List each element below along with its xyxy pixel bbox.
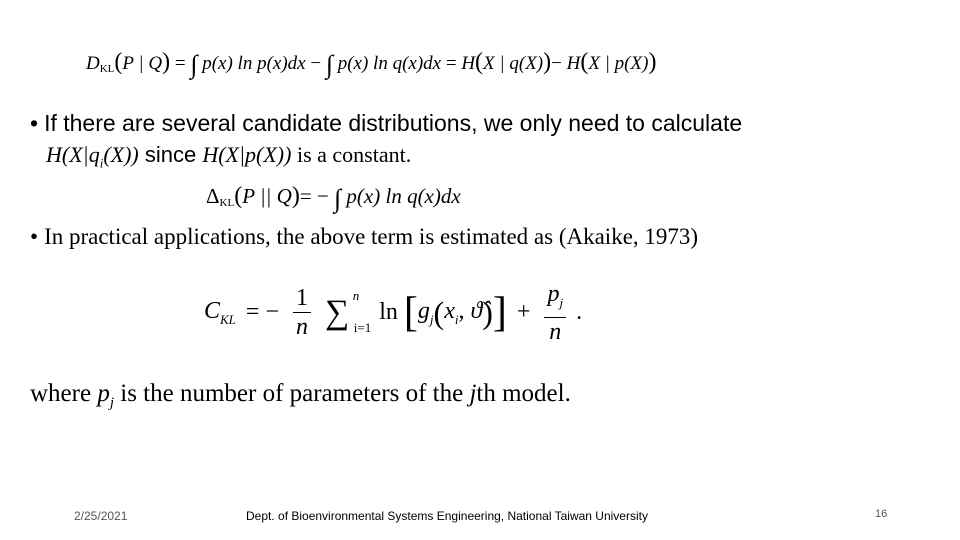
ckl-x: x	[444, 298, 455, 324]
eq-h1: H	[461, 53, 476, 74]
eq-term1: p(x) ln p(x)dx	[202, 53, 306, 74]
integral-symbol-3: ∫	[334, 184, 342, 213]
frac2-num-sub: j	[559, 294, 564, 310]
delta-args: P || Q	[242, 184, 292, 208]
delta-kl-equation: $\Delta_{KL}(P$ || Q)= − ∫ p(x) ln q(x)dx	[206, 183, 461, 213]
bullet-2-text: In practical applications, the above term is estimated as (Akaike, 1973)	[44, 224, 699, 249]
footer-department: Dept. of Bioenvironmental Systems Engineering, National Taiwan University	[246, 509, 648, 523]
integral-symbol-2: ∫	[325, 50, 333, 79]
bullet-1-h-p: H(X|p(X))	[202, 142, 292, 167]
where-p-sub: j	[109, 395, 114, 411]
eq-h2: H	[566, 53, 581, 74]
delta-eq: = −	[299, 184, 329, 208]
ckl-equation	[204, 280, 582, 350]
ckl-plus: +	[516, 299, 531, 326]
where-b: is the number of parameters of the	[114, 380, 470, 407]
left-bracket: [	[403, 289, 418, 336]
eq-d-symbol: D	[86, 53, 100, 74]
sum-symbol: ∑ n i=1	[325, 287, 372, 335]
eq-minus: −	[310, 53, 322, 74]
delta-symbol: Δ	[206, 184, 220, 208]
bullet-1-h-q: H(X|q	[46, 142, 100, 167]
slide-number: 16	[875, 508, 888, 520]
bullet-1-since: since	[138, 142, 203, 167]
eq-equals: =	[174, 53, 186, 74]
ckl-eq: = −	[245, 299, 279, 326]
delta-term: p(x) ln q(x)dx	[346, 184, 461, 208]
eq-minus-2: −	[551, 53, 562, 74]
eq-h1-args: X | q(X)	[483, 53, 544, 74]
delta-sub: KL	[219, 197, 235, 209]
frac1-den: n	[296, 314, 308, 341]
integral-symbol-1: ∫	[190, 50, 198, 79]
where-c: th model.	[476, 380, 571, 407]
ckl-ln: ln	[379, 299, 398, 326]
bullet-1-constant: is a constant.	[291, 142, 412, 167]
frac1-num: 1	[293, 284, 311, 313]
eq-term2: p(x) ln q(x)dx	[337, 53, 442, 74]
eq-d-args: P | Q	[122, 53, 163, 74]
kl-divergence-equation: $D_{KL}(P$ | Q) = ∫ p(x) ln p(x)dx − ∫ p(x) ln q(x)dx = H(X | q(X))− H(X | p(X))	[86, 49, 657, 79]
bullet-1-h-q-close: (X))	[103, 142, 139, 167]
eq-h2-args: X | p(X)	[588, 53, 649, 74]
bullet-1-text: If there are several candidate distributions, we only need to calculate	[44, 110, 743, 136]
ckl-theta: , ϑ̂	[458, 298, 483, 324]
fraction-pj-over-n	[544, 280, 566, 346]
eq-equals-2: =	[445, 53, 457, 74]
bullet-1-q-sub: i	[99, 155, 104, 171]
frac2-num	[544, 280, 566, 318]
ckl-g: g	[417, 298, 430, 324]
right-bracket: ]	[492, 289, 507, 336]
footer-date: 2/25/2021	[74, 509, 128, 523]
eq-d-sub: KL	[99, 63, 115, 75]
where-p: p	[97, 380, 110, 407]
where-j: j	[469, 380, 477, 407]
ckl-sub: KL	[220, 311, 236, 327]
ckl-c: C	[204, 298, 221, 324]
bullet-1-line-1	[30, 110, 742, 137]
where-line	[30, 380, 571, 412]
bullet-dot-2: •	[30, 224, 39, 249]
left-paren: (	[433, 294, 445, 331]
frac2-den: n	[549, 318, 562, 345]
frac2-num-p: p	[547, 281, 560, 307]
sum-upper: n	[352, 287, 360, 303]
ckl-x-sub: i	[454, 311, 459, 327]
fraction-1-over-n	[293, 284, 311, 341]
bullet-2	[30, 224, 698, 250]
ckl-g-sub: j	[429, 311, 434, 327]
right-paren: )	[482, 294, 493, 331]
where-a: where	[30, 380, 98, 407]
ckl-period: .	[576, 299, 583, 326]
bullet-1-line-2	[46, 142, 411, 171]
sum-lower: i=1	[353, 319, 372, 335]
bullet-dot: •	[30, 110, 39, 136]
